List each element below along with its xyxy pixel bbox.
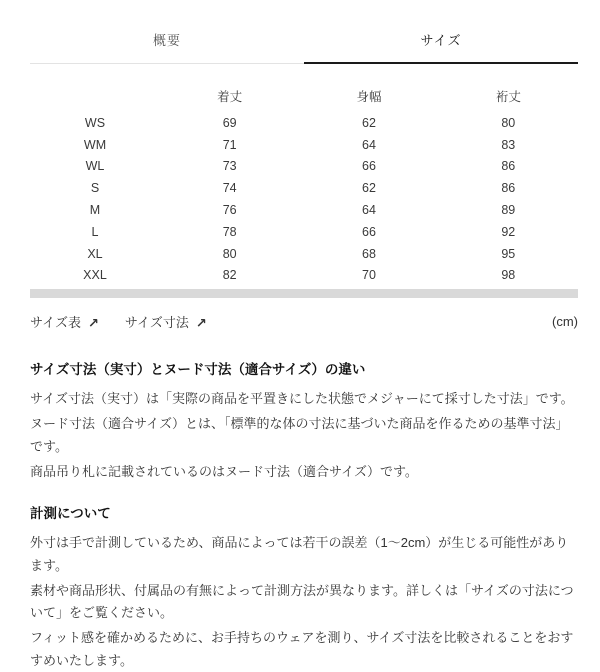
size-label: XXL bbox=[83, 268, 107, 283]
size-table bbox=[30, 85, 578, 286]
cell-value: 80 bbox=[501, 115, 516, 130]
cell-value: 95 bbox=[501, 246, 516, 261]
cell-value: 62 bbox=[362, 115, 376, 130]
table-row bbox=[30, 112, 578, 134]
size-table-header-row bbox=[30, 85, 578, 107]
cell-value: 76 bbox=[222, 203, 237, 218]
cell-value: 62 bbox=[362, 181, 376, 196]
cell-value: 83 bbox=[501, 137, 516, 152]
table-row bbox=[30, 243, 578, 265]
cell-value: 64 bbox=[362, 137, 376, 152]
section-paragraph: ヌード寸法（適合サイズ）とは、「標準的な体の寸法に基づいた商品を作るための基準寸法」です。 bbox=[30, 416, 569, 454]
horizontal-scrollbar[interactable] bbox=[30, 289, 578, 298]
section-heading: 計測について bbox=[30, 506, 111, 522]
size-dimensions-link-label: サイズ寸法 bbox=[124, 315, 189, 331]
cell-value: 71 bbox=[222, 137, 237, 152]
cell-value: 78 bbox=[222, 224, 237, 239]
size-label: L bbox=[91, 224, 99, 239]
table-row bbox=[30, 134, 578, 156]
section-paragraph: 商品吊り札に記載されているのはヌード寸法（適合サイズ）です。 bbox=[30, 463, 418, 479]
cell-value: 68 bbox=[362, 246, 376, 261]
cell-value: 80 bbox=[222, 246, 237, 261]
section-paragraph: 素材や商品形状、付属品の有無によって計測方法が異なります。詳しくは「サイズの寸法について」をご覧ください。 bbox=[30, 582, 574, 621]
table-row bbox=[30, 265, 578, 287]
size-dimensions-link[interactable] bbox=[125, 312, 207, 331]
cell-value: 69 bbox=[222, 115, 237, 130]
tab-bar bbox=[30, 30, 578, 64]
table-row bbox=[30, 221, 578, 243]
cell-value: 73 bbox=[222, 159, 237, 174]
cell-value: 86 bbox=[501, 159, 516, 174]
table-row bbox=[30, 177, 578, 199]
cell-value: 64 bbox=[362, 203, 376, 218]
section-paragraph: サイズ寸法（実寸）は「実際の商品を平置きにした状態でメジャーにて採寸した寸法」です。 bbox=[30, 391, 574, 407]
table-row bbox=[30, 199, 578, 221]
size-table-header-sleeve: 裄丈 bbox=[495, 90, 521, 104]
section-measurement bbox=[30, 502, 578, 672]
size-label: XL bbox=[87, 246, 103, 261]
size-chart-link-label: サイズ表 bbox=[30, 315, 81, 331]
size-table-header-width: 身幅 bbox=[356, 90, 382, 104]
cell-value: 66 bbox=[362, 224, 376, 239]
size-label: S bbox=[90, 181, 100, 196]
tab-overview[interactable]: 概要 bbox=[30, 30, 304, 64]
section-paragraph: 外寸は手で計測しているため、商品によっては若干の誤差（1〜2cm）が生じる可能性があります。 bbox=[30, 535, 569, 573]
cell-value: 98 bbox=[501, 268, 516, 283]
section-heading: サイズ寸法（実寸）とヌード寸法（適合サイズ）の違い bbox=[30, 362, 366, 378]
cell-value: 89 bbox=[501, 203, 516, 218]
cell-value: 74 bbox=[222, 181, 237, 196]
size-table-header-length: 着丈 bbox=[217, 90, 243, 104]
size-label: WM bbox=[83, 137, 107, 152]
arrow-up-right-icon: ↗ bbox=[87, 315, 99, 331]
section-size-vs-nude bbox=[30, 358, 578, 483]
cell-value: 82 bbox=[222, 268, 237, 283]
size-chart-link[interactable] bbox=[30, 312, 99, 331]
section-paragraph: フィット感を確かめるために、お手持ちのウェアを測り、サイズ寸法を比較されることをおすすめいたします。 bbox=[30, 630, 574, 668]
tab-size[interactable]: サイズ bbox=[304, 30, 578, 64]
cell-value: 70 bbox=[362, 268, 376, 283]
unit-label: (cm) bbox=[552, 314, 578, 330]
arrow-up-right-icon: ↗ bbox=[195, 315, 207, 331]
cell-value: 92 bbox=[501, 224, 516, 239]
table-row bbox=[30, 156, 578, 178]
cell-value: 66 bbox=[362, 159, 376, 174]
size-label: WL bbox=[85, 159, 105, 174]
cell-value: 86 bbox=[501, 181, 516, 196]
size-label: WS bbox=[84, 115, 106, 130]
size-label: M bbox=[89, 203, 101, 218]
links-row bbox=[30, 312, 578, 331]
